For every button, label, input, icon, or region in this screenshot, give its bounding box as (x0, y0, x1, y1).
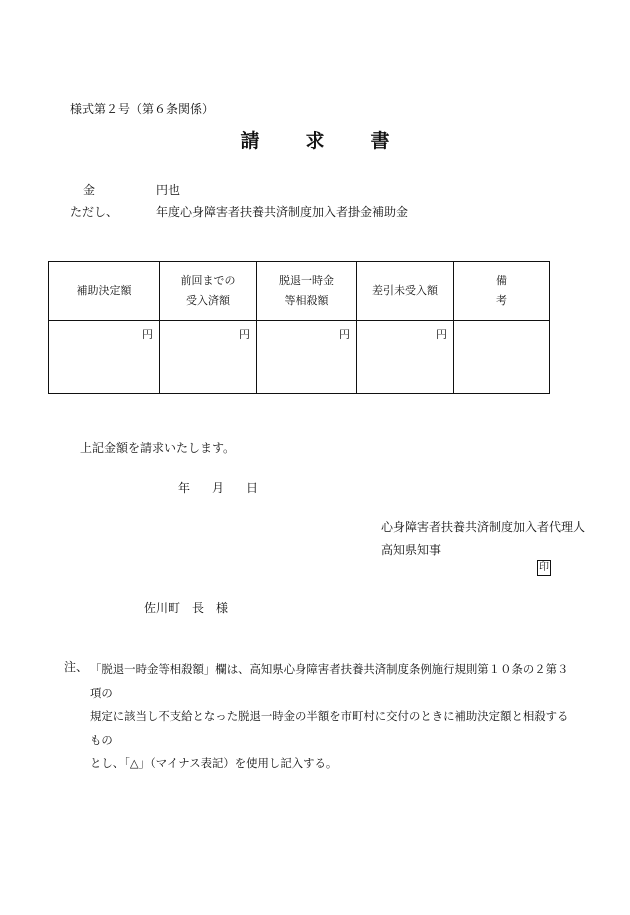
header-label: 受入済額 (186, 294, 230, 307)
header-label: 等相殺額 (284, 294, 329, 307)
note-line-3: とし、「△」（マイナス表記）を使用し記入する。 (90, 756, 338, 770)
cell-remarks[interactable] (454, 321, 550, 394)
header-previously-received (160, 262, 257, 321)
note-line-1: 「脱退一時金等相殺額」欄は、高知県心身障害者扶養共済制度条例施行規則第１０条の２第３項の (90, 662, 569, 700)
table-header-row (49, 262, 550, 321)
header-unreceived-balance (357, 262, 454, 321)
amount-unit: 円也 (156, 183, 181, 197)
cell-unreceived-balance[interactable] (357, 321, 454, 394)
header-subsidy-decided (49, 262, 160, 321)
governor-title: 高知県知事 (381, 543, 442, 557)
note-text (90, 658, 570, 776)
date-line (178, 479, 280, 496)
yen-unit: 円 (142, 328, 153, 341)
year-label: 年 (178, 481, 191, 495)
addressee: 佐川町 長 様 (144, 601, 229, 615)
header-label: 補助決定額 (76, 284, 132, 297)
header-label: 脱退一時金 (279, 274, 334, 287)
yen-unit: 円 (436, 328, 447, 341)
seal-mark: 印 (537, 560, 551, 576)
agent-title: 心身障害者扶養共済制度加入者代理人 (381, 520, 586, 534)
however-label: ただし、 (70, 205, 119, 219)
cell-offset-amount[interactable] (257, 321, 357, 394)
yen-unit: 円 (239, 328, 250, 341)
header-offset-amount (257, 262, 357, 321)
day-label: 日 (246, 481, 259, 495)
header-label: 備考 (496, 274, 533, 307)
month-label: 月 (212, 481, 225, 495)
table-row (49, 321, 550, 394)
cell-previously-received[interactable] (160, 321, 257, 394)
claim-table (48, 261, 550, 394)
header-label: 前回までの (180, 274, 236, 287)
amount-label: 金 (83, 183, 96, 197)
request-statement: 上記金額を請求いたします。 (80, 441, 236, 455)
yen-unit: 円 (339, 328, 350, 341)
form-number: 様式第２号（第６条関係） (70, 102, 215, 116)
note-label: 注、 (64, 660, 89, 674)
note-line-2: 規定に該当し不支給となった脱退一時金の半額を市町村に交付のときに補助決定額と相殺するもの (90, 709, 569, 747)
header-remarks (454, 262, 550, 321)
header-label: 差引未受入額 (372, 284, 438, 297)
page-title: 請求書 (240, 130, 436, 152)
cell-subsidy-decided[interactable] (49, 321, 160, 394)
subsidy-description: 年度心身障害者扶養共済制度加入者掛金補助金 (156, 205, 409, 219)
